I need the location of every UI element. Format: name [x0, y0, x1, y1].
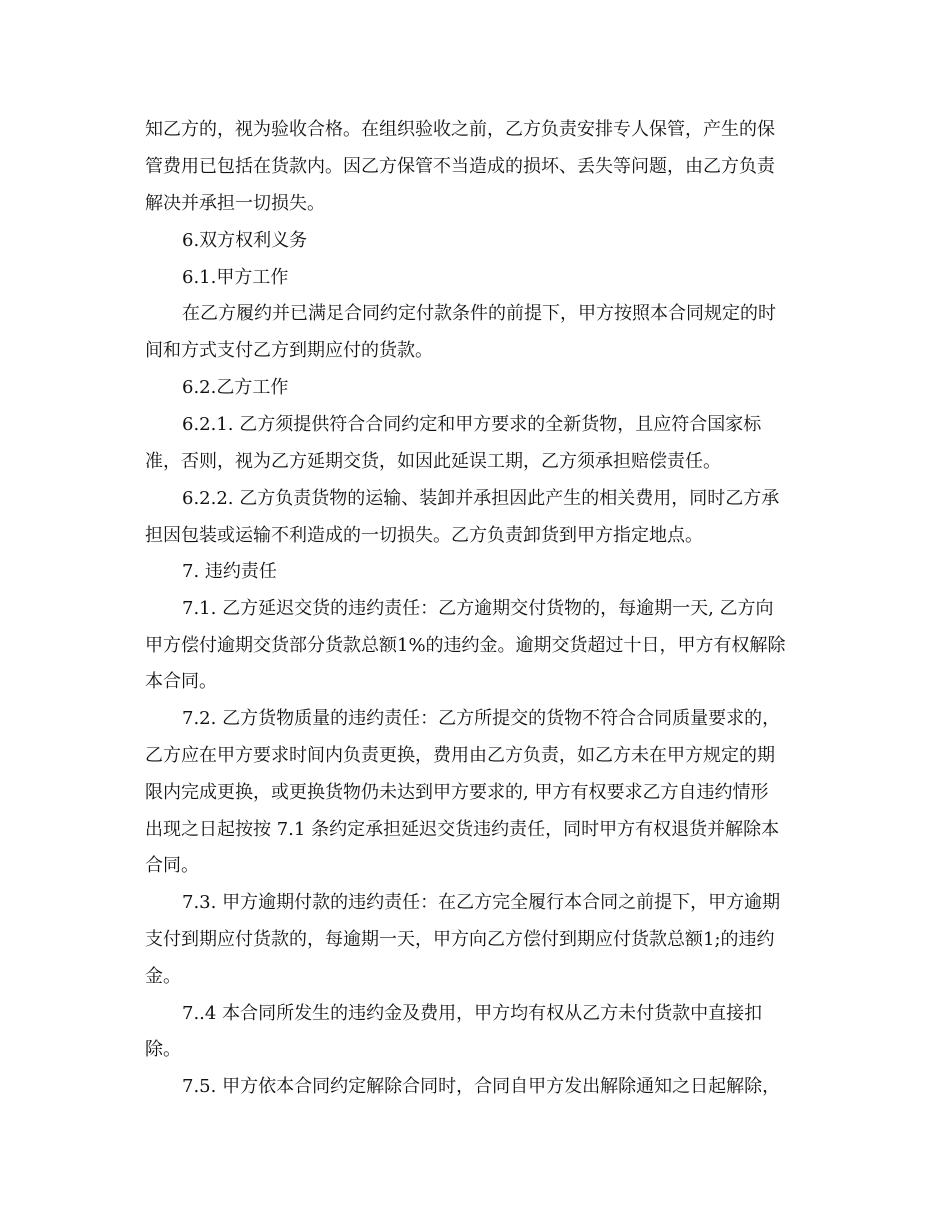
text-line: 解决并承担一切损失。 [145, 193, 325, 214]
text-line: 本合同。 [145, 671, 217, 692]
text-line: 除。 [145, 1039, 181, 1060]
section-heading: 7. 违约责任 [182, 561, 277, 582]
text-line: 知乙方的，视为验收合格。在组织验收之前，乙方负责安排专人保管，产生的保 [145, 119, 775, 140]
text-line: 7.5. 甲方依本合同约定解除合同时，合同自甲方发出解除通知之日起解除， [182, 1076, 781, 1097]
subsection-heading: 6.2.乙方工作 [182, 377, 289, 398]
text-line: 担因包装或运输不利造成的一切损失。乙方负责卸货到甲方指定地点。 [145, 525, 703, 546]
subsection-heading: 6.1.甲方工作 [182, 267, 289, 288]
text-line: 6.2.1. 乙方须提供符合合同约定和甲方要求的全新货物，且应符合国家标 [182, 414, 762, 435]
text-line: 在乙方履约并已满足合同约定付款条件的前提下，甲方按照本合同规定的时 [182, 303, 776, 324]
section-heading: 6.双方权利义务 [182, 230, 308, 251]
text-line: 管费用已包括在货款内。因乙方保管不当造成的损坏、丢失等问题，由乙方负责 [145, 156, 775, 177]
text-line: 甲方偿付逾期交货部分货款总额1%的违约金。逾期交货超过十日，甲方有权解除 [145, 635, 786, 656]
text-line: 金。 [145, 966, 181, 987]
text-line: 限内完成更换，或更换货物仍未达到甲方要求的, 甲方有权要求乙方自违约情形 [145, 782, 769, 803]
text-line: 合同。 [145, 855, 199, 876]
text-line: 支付到期应付货款的，每逾期一天，甲方向乙方偿付到期应付货款总额1;的违约 [145, 929, 775, 950]
text-line: 7.2. 乙方货物质量的违约责任：乙方所提交的货物不符合合同质量要求的， [182, 708, 781, 729]
text-line: 6.2.2. 乙方负责货物的运输、装卸并承担因此产生的相关费用，同时乙方承 [182, 488, 780, 509]
text-line: 准，否则，视为乙方延期交货，如因此延误工期，乙方须承担赔偿责任。 [145, 451, 721, 472]
text-line: 间和方式支付乙方到期应付的货款。 [145, 340, 433, 361]
text-line: 7.1. 乙方延迟交货的违约责任：乙方逾期交付货物的，每逾期一天, 乙方向 [182, 598, 774, 619]
text-line: 乙方应在甲方要求时间内负责更换，费用由乙方负责，如乙方未在甲方规定的期 [145, 745, 775, 766]
text-line: 出现之日起按按 7.1 条约定承担延迟交货违约责任，同时甲方有权退货并解除本 [145, 819, 780, 840]
text-line: 7..4 本合同所发生的违约金及费用，甲方均有权从乙方未付货款中直接扣 [182, 1003, 763, 1024]
text-line: 7.3. 甲方逾期付款的违约责任：在乙方完全履行本合同之前提下，甲方逾期 [182, 892, 781, 913]
